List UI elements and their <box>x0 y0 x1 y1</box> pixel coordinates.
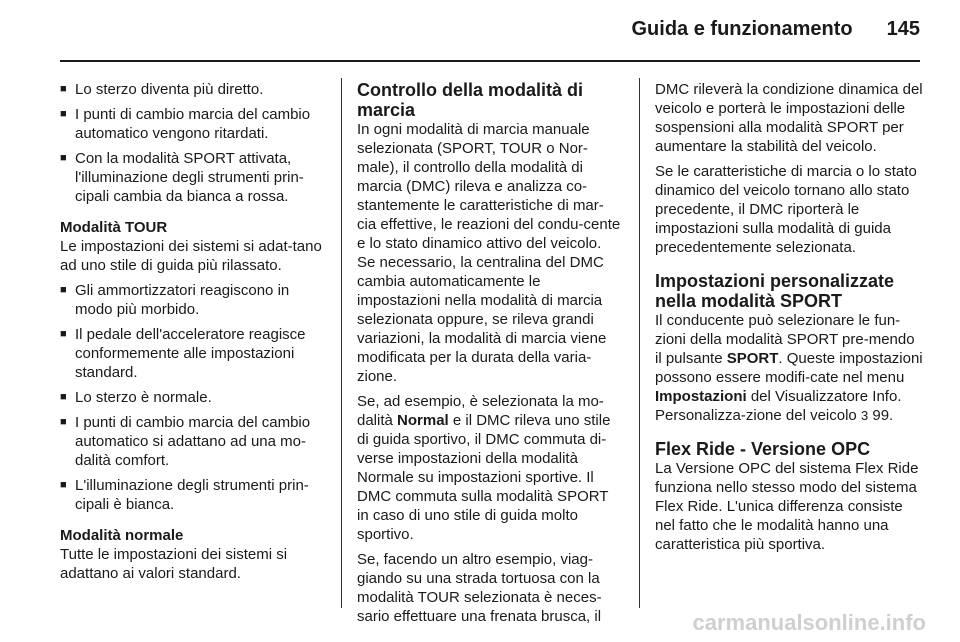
dmc-paragraph-4: DMC rileverà la condizione dinamica del veicolo e porterà le impostazioni delle sospensioni alla modalità SPORT per aumentare la stabilità del veicolo. <box>655 81 923 155</box>
bullet-icon: ■ <box>60 152 67 164</box>
dmc-paragraph-3: Se, facendo un altro esempio, viag-giando su una strada tortuosa con la modalità TOUR selezionata è neces-sario effettuare una frenata brusca, il <box>357 551 602 625</box>
column-divider-2 <box>639 78 640 608</box>
dmc-paragraph-1: In ogni modalità di marcia manuale selezionata (SPORT, TOUR o Nor-male), il controllo della modalità di marcia (DMC) rileva e analizza co-stantemente le caratteristiche di mar-cia effettive, le reazioni del condu-cente e lo stato dinamico attivo del veicolo. Se necessario, la centralina del DMC cambia automaticamente le impostazioni nella modalità di marcia selezionata oppure, se rileva grandi variazioni, la modalità di marcia viene modificata per la durata della varia-zione. <box>357 121 621 385</box>
bullet-icon: ■ <box>60 108 67 120</box>
sport-settings-heading: Impostazioni personalizzate nella modalità SPORT <box>655 271 895 311</box>
dmc-heading: Controllo della modalità di marcia <box>357 80 584 120</box>
dmc-paragraph-2: Se, ad esempio, è selezionata la mo-dalità Normal e il DMC rileva uno stile di guida sportivo, il DMC commuta di-verse impostazioni della modalità Normale su impostazioni sportive. Il DMC commuta sulla modalità SPORT in caso di uno stile di guida molto sportivo. <box>357 393 611 543</box>
flex-ride-text: La Versione OPC del sistema Flex Ride funziona nello stesso modo del sistema Flex Ride. L'unica differenza consiste nel fatto che le modalità hanno una caratteristica più sportiva. <box>655 460 919 553</box>
flex-ride-heading: Flex Ride - Versione OPC <box>655 439 871 459</box>
list-item: ■ Gli ammortizzatori reagiscono in modo più morbido. <box>60 282 290 318</box>
bullet-icon: ■ <box>60 479 67 491</box>
bullet-icon: ■ <box>60 83 67 95</box>
tour-mode-heading: Modalità TOUR <box>60 219 168 236</box>
page-title: Guida e funzionamento <box>631 18 853 40</box>
bullet-icon: ■ <box>60 416 67 428</box>
page-reference-icon: 3 <box>860 408 869 423</box>
list-item: ■ Il pedale dell'acceleratore reagisce conformemente alle impostazioni standard. <box>60 326 306 381</box>
normal-keyword: Normal <box>397 412 449 429</box>
watermark: carmanualsonline.info <box>692 610 926 635</box>
dmc-paragraph-5: Se le caratteristiche di marcia o lo stato dinamico del veicolo tornano allo stato precedente, il DMC riporterà le impostazioni sulla modalità di guida precedentemente selezionata. <box>655 163 917 256</box>
list-item: ■ L'illuminazione degli strumenti prin-cipali è bianca. <box>60 477 309 513</box>
sport-settings-text: Il conducente può selezionare le fun-zioni della modalità SPORT pre-mendo il pulsante SPORT. Queste impostazioni possono essere modifi-cate nel menu Impostazioni del Visualizzatore Info. Personalizza-zione del veicolo 3 99. <box>655 312 923 424</box>
column-3 <box>655 80 925 560</box>
normal-mode-heading: Modalità normale <box>60 527 184 544</box>
list-item: ■ Lo sterzo diventa più diretto. <box>60 81 264 98</box>
page-header <box>60 18 920 48</box>
tour-mode-text: Le impostazioni dei sistemi si adat-tano ad uno stile di guida più rilassato. <box>60 238 322 274</box>
bullet-icon: ■ <box>60 284 67 296</box>
bullet-icon: ■ <box>60 391 67 403</box>
page-number: 145 <box>886 18 920 40</box>
column-1 <box>60 80 325 589</box>
list-item: ■ I punti di cambio marcia del cambio automatico vengono ritardati. <box>60 106 311 142</box>
bullet-icon: ■ <box>60 328 67 340</box>
normal-mode-text: Tutte le impostazioni dei sistemi si adattano ai valori standard. <box>60 546 288 582</box>
list-item: ■ Con la modalità SPORT attivata, l'illuminazione degli strumenti prin-cipali cambia da bianca a rossa. <box>60 150 304 205</box>
settings-menu-keyword: Impostazioni <box>655 388 747 405</box>
header-rule <box>60 60 920 62</box>
list-item: ■ I punti di cambio marcia del cambio automatico si adattano ad una mo-dalità comfort. <box>60 414 311 469</box>
column-divider-1 <box>341 78 342 608</box>
tour-bullet-list <box>60 281 325 514</box>
sport-button-keyword: SPORT <box>726 350 779 367</box>
column-2 <box>357 80 622 632</box>
list-item: ■ Lo sterzo è normale. <box>60 389 212 406</box>
sport-bullet-list <box>60 80 325 206</box>
